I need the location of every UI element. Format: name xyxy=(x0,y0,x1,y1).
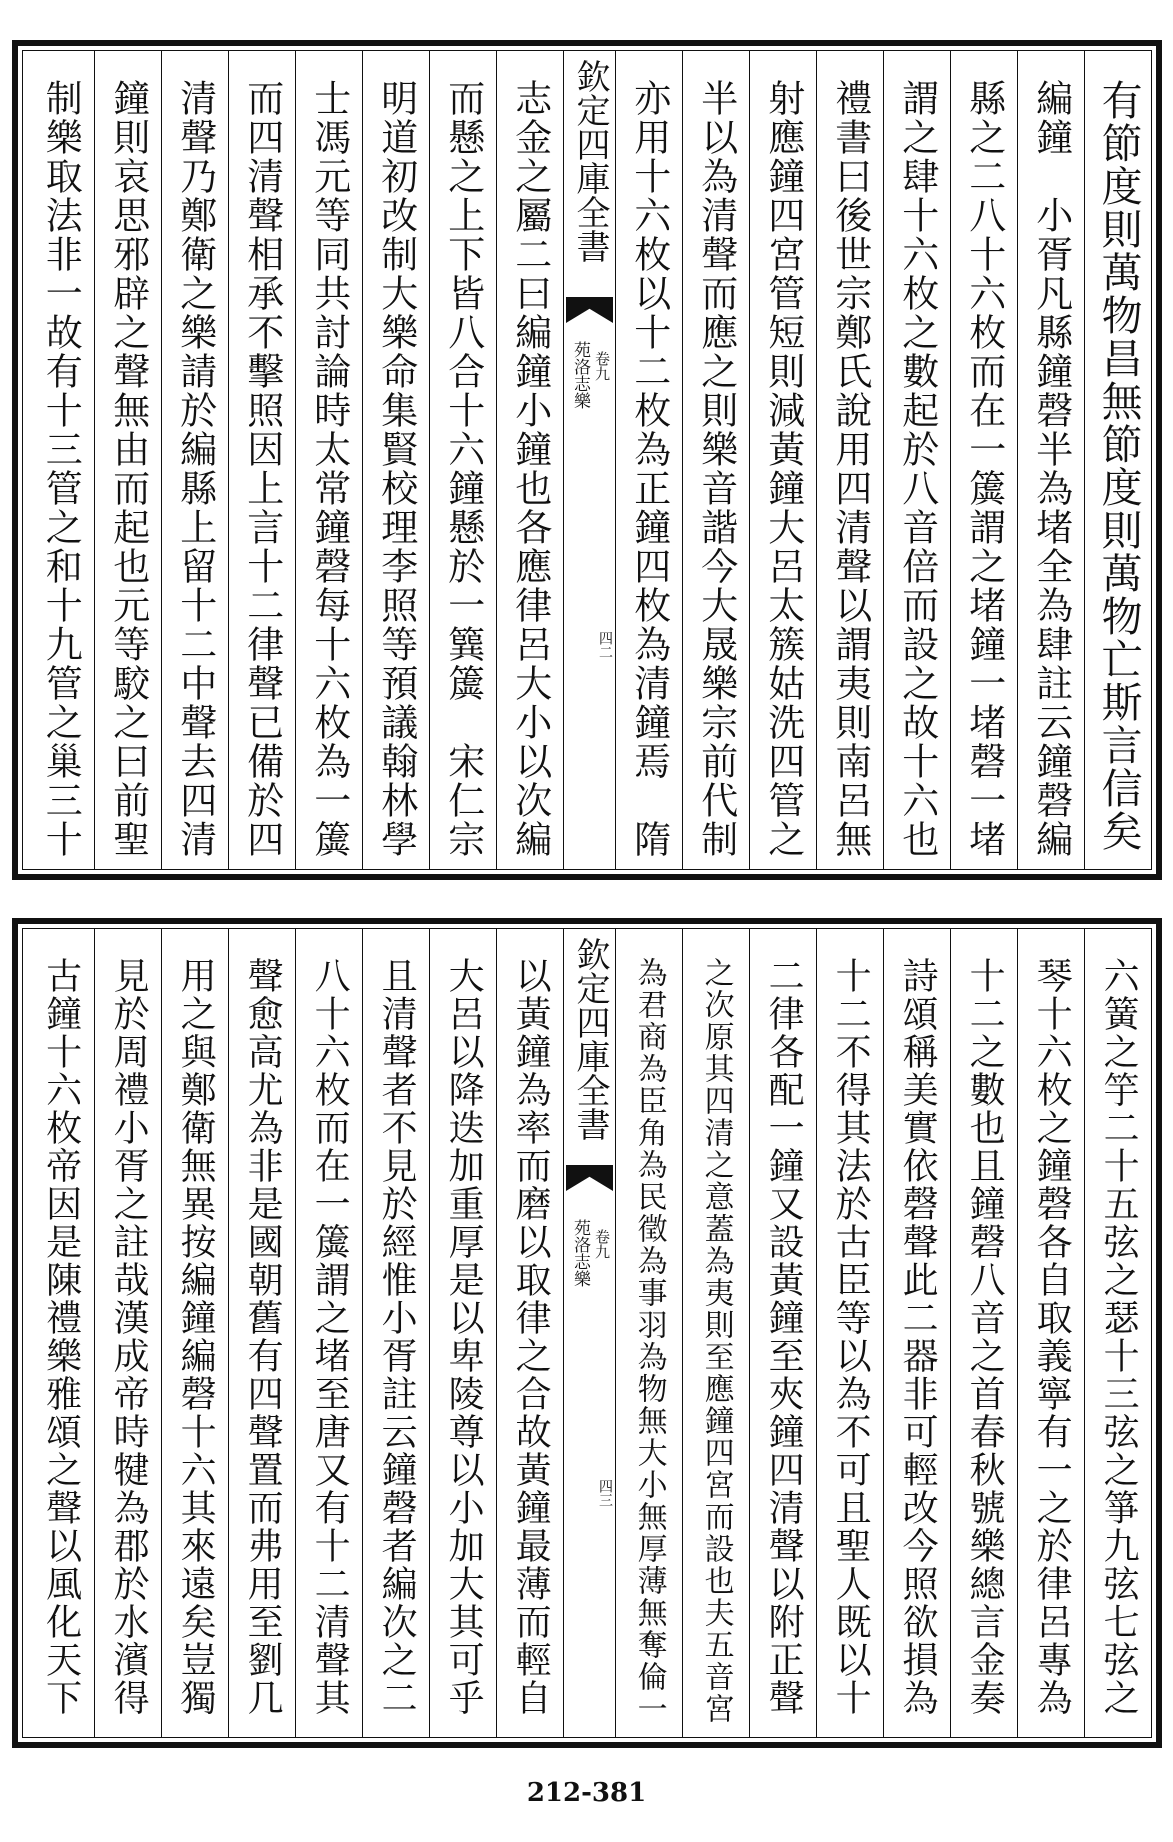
text-column: 謂之肆十六枚之數起於八音倍而設之故十六也 xyxy=(883,51,950,869)
text-column: 見於周禮小胥之註哉漢成帝時犍為郡於水濱得 xyxy=(94,929,161,1737)
text-column: 制樂取法非一故有十三管之和十九管之巢三十 xyxy=(39,79,83,859)
text-column: 有節度則萬物昌無節度則萬物亡斯言信矣 xyxy=(1084,51,1151,869)
text-column: 禮書曰後世宗鄭氏說用四清聲以謂夷則南呂無 xyxy=(816,51,883,869)
fold-center-column xyxy=(563,51,615,869)
text-column: 用之與鄭衛無異按編鐘編磬十六其來遠矣豈獨 xyxy=(161,929,228,1737)
top-page-frame xyxy=(12,40,1162,880)
text-column: 且清聲者不見於經惟小胥註云鐘磬者編次之二 xyxy=(362,929,429,1737)
bottom-page-columns xyxy=(23,929,1151,1737)
text-column: 大呂以降迭加重厚是以卑陵尊以小加大其可乎 xyxy=(429,929,496,1737)
text-column: 十二不得其法於古臣等以為不可且聖人既以十 xyxy=(816,929,883,1737)
text-column: 八十六枚而在一簴謂之堵至唐又有十二清聲其 xyxy=(295,929,362,1737)
text-column: 縣之二八十六枚而在一簴謂之堵鐘一堵磬一堵 xyxy=(950,51,1017,869)
text-column: 十二之數也且鐘磬八音之首春秋號樂總言金奏 xyxy=(950,929,1017,1737)
text-column: 而四清聲相承不擊照因上言十二律聲已備於四 xyxy=(228,51,295,869)
fold-title: 欽定四庫全書 xyxy=(570,59,610,263)
top-page-inner-border xyxy=(22,50,1152,870)
text-column: 明道初改制大樂命集賢校理李照等預議翰林學 xyxy=(362,51,429,869)
bottom-page-frame xyxy=(12,918,1162,1748)
footer-page-number: 212-381 xyxy=(526,1778,647,1808)
text-column: 編鐘 小胥凡縣鐘磬半為堵全為肆註云鐘磬編 xyxy=(1017,51,1084,869)
text-column: 亦用十六枚以十二枚為正鐘四枚為清鐘焉 隋 xyxy=(615,51,682,869)
text-column: 士馮元等同共討論時太常鐘磬每十六枚為一簴 xyxy=(295,51,362,869)
text-column: 為君商為臣角為民徵為事羽為物無大小無厚薄無奪倫一 xyxy=(615,929,682,1737)
fold-page-number: 四三 xyxy=(597,1479,613,1507)
fold-book-title: 苑洛志樂 xyxy=(570,341,590,409)
text-column: 以黃鐘為率而磨以取律之合故黃鐘最薄而輕自 xyxy=(496,929,563,1737)
bottom-page-inner-border xyxy=(22,928,1152,1738)
fold-volume: 卷九 xyxy=(593,351,611,381)
text-column: 而懸之上下皆八合十六鐘懸於一簨簴 宋仁宗 xyxy=(429,51,496,869)
text-column: 半以為清聲而應之則樂音諧今大晟樂宗前代制 xyxy=(682,51,749,869)
text-column: 六簧之竽二十五弦之瑟十三弦之箏九弦七弦之 xyxy=(1084,929,1151,1737)
fold-title: 欽定四庫全書 xyxy=(570,937,610,1141)
text-column: 古鐘十六枚帝因是陳禮樂雅頌之聲以風化天下 xyxy=(40,957,82,1717)
text-column: 之次原其四清之意蓋為夷則至應鐘四宮而設也夫五音宮 xyxy=(682,929,749,1737)
text-column: 琴十六枚之鐘磬各自取義寧有一之於律呂專為 xyxy=(1017,929,1084,1737)
text-column: 二律各配一鐘又設黃鐘至夾鐘四清聲以附正聲 xyxy=(749,929,816,1737)
text-column: 志金之屬二曰編鐘小鐘也各應律呂大小以次編 xyxy=(496,51,563,869)
top-page-columns xyxy=(23,51,1151,869)
text-column: 鐘則哀思邪辟之聲無由而起也元等駮之曰前聖 xyxy=(94,51,161,869)
fishtail-mark-icon xyxy=(566,1165,613,1191)
text-column: 聲愈高尤為非是國朝舊有四聲置而弗用至劉几 xyxy=(228,929,295,1737)
fold-page-number: 四二 xyxy=(597,631,613,659)
fishtail-mark-icon xyxy=(566,297,613,323)
text-column: 詩頌稱美實依磬聲此二器非可輕改今照欲損為 xyxy=(883,929,950,1737)
fold-volume: 卷九 xyxy=(593,1229,611,1259)
fold-center-column xyxy=(563,929,615,1737)
text-column: 射應鐘四宮管短則減黃鐘大呂太簇姑洗四管之 xyxy=(749,51,816,869)
text-column: 清聲乃鄭衛之樂請於編縣上留十二中聲去四清 xyxy=(161,51,228,869)
fold-book-title: 苑洛志樂 xyxy=(570,1219,590,1287)
